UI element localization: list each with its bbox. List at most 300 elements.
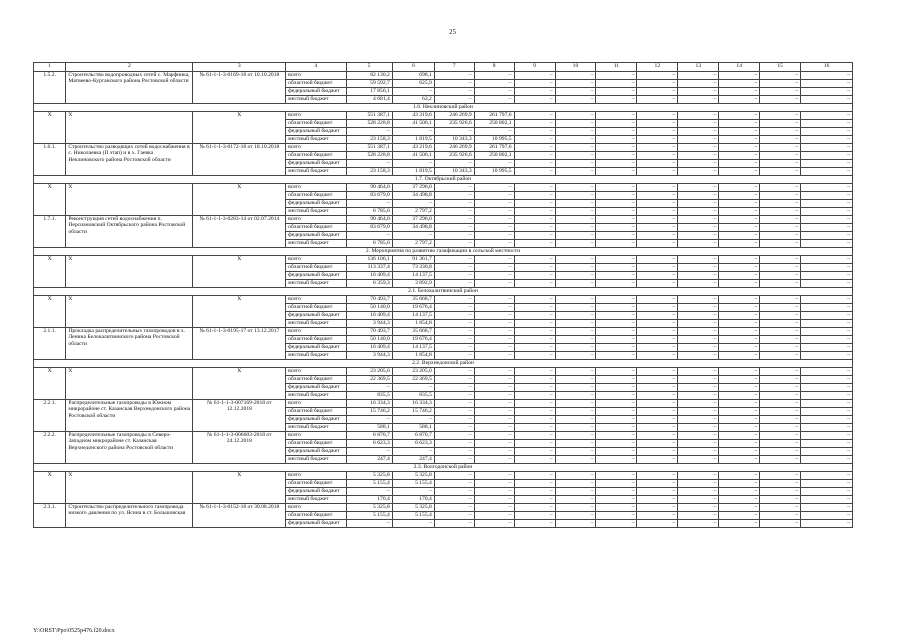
table-cell: 10 995,5	[474, 168, 514, 176]
table-cell: –	[719, 136, 760, 144]
table-cell: –	[678, 448, 719, 456]
item-document: Х	[193, 184, 286, 216]
table-cell: –	[760, 408, 801, 416]
table-cell: –	[678, 112, 719, 120]
column-number: 6	[392, 63, 434, 72]
table-cell: –	[719, 152, 760, 160]
table-cell: –	[596, 504, 637, 512]
table-cell: –	[514, 296, 555, 304]
table-cell: 16 334,3	[392, 400, 434, 408]
table-cell: –	[719, 520, 760, 528]
funding-source: областной бюджет	[286, 264, 346, 272]
table-cell: –	[678, 224, 719, 232]
table-cell: –	[719, 376, 760, 384]
table-cell: –	[474, 344, 514, 352]
table-cell: –	[801, 280, 853, 288]
table-cell: –	[801, 144, 853, 152]
table-cell: 235 926,6	[434, 120, 474, 128]
table-cell: –	[637, 392, 678, 400]
table-cell: –	[760, 192, 801, 200]
table-cell: –	[514, 336, 555, 344]
funding-source: местный бюджет	[286, 424, 346, 432]
table-cell: –	[760, 448, 801, 456]
funding-source: всего	[286, 296, 346, 304]
table-cell: –	[637, 120, 678, 128]
table-cell: 14 137,5	[392, 344, 434, 352]
item-name: Х	[66, 184, 193, 216]
budget-table-container	[33, 62, 853, 528]
table-cell: –	[801, 392, 853, 400]
table-cell: –	[760, 88, 801, 96]
table-cell: –	[596, 120, 637, 128]
table-cell: 82 130,2	[346, 72, 392, 80]
table-cell: –	[555, 496, 596, 504]
table-cell: –	[760, 368, 801, 376]
column-number: 10	[555, 63, 596, 72]
table-cell: –	[596, 304, 637, 312]
table-cell: –	[760, 256, 801, 264]
table-cell: –	[514, 440, 555, 448]
table-cell: –	[514, 512, 555, 520]
column-number: 2	[66, 63, 193, 72]
table-cell: 261 797,6	[474, 144, 514, 152]
table-cell: –	[637, 232, 678, 240]
item-code: 2.1.1.	[34, 328, 66, 360]
table-cell: –	[719, 472, 760, 480]
table-cell: 50 140,0	[346, 336, 392, 344]
table-cell: –	[434, 416, 474, 424]
table-cell: –	[555, 352, 596, 360]
table-cell: –	[596, 272, 637, 280]
table-cell: –	[637, 456, 678, 464]
table-cell: –	[719, 240, 760, 248]
table-cell: –	[555, 192, 596, 200]
table-cell: –	[596, 200, 637, 208]
table-cell: –	[474, 328, 514, 336]
table-cell: –	[678, 416, 719, 424]
table-cell: –	[596, 368, 637, 376]
table-cell: –	[760, 72, 801, 80]
table-cell: –	[434, 216, 474, 224]
table-cell: –	[596, 128, 637, 136]
table-cell: –	[637, 384, 678, 392]
table-cell: 23 205,0	[392, 368, 434, 376]
table-cell: –	[719, 312, 760, 320]
table-cell: –	[678, 320, 719, 328]
table-cell: 3 944,3	[346, 352, 392, 360]
table-cell: –	[474, 232, 514, 240]
table-cell: –	[719, 168, 760, 176]
table-body	[34, 63, 853, 528]
table-cell: –	[760, 456, 801, 464]
table-cell: –	[801, 216, 853, 224]
table-cell: –	[474, 392, 514, 400]
table-cell: –	[434, 392, 474, 400]
table-cell: 23 158,3	[346, 168, 392, 176]
table-cell: –	[719, 392, 760, 400]
table-cell: –	[596, 192, 637, 200]
table-cell: –	[719, 424, 760, 432]
column-number: 11	[596, 63, 637, 72]
table-cell: –	[596, 456, 637, 464]
table-cell: –	[678, 184, 719, 192]
item-document: № 61-1-1-3-0172-18 от 18.10.2018	[193, 144, 286, 176]
item-code: Х	[34, 256, 66, 288]
table-cell: –	[719, 256, 760, 264]
table-cell: –	[555, 488, 596, 496]
table-cell: –	[801, 416, 853, 424]
table-cell: –	[637, 496, 678, 504]
table-cell: –	[801, 504, 853, 512]
table-cell: –	[434, 312, 474, 320]
table-cell: –	[474, 432, 514, 440]
table-cell: 15 746,2	[392, 408, 434, 416]
table-cell: 90 464,0	[346, 216, 392, 224]
table-cell: –	[760, 520, 801, 528]
table-cell: –	[801, 200, 853, 208]
table-cell: –	[555, 168, 596, 176]
table-cell: 5 155,4	[346, 480, 392, 488]
table-cell: –	[474, 264, 514, 272]
section-title: 2.1. Белокалитвинский район	[34, 288, 853, 296]
item-document: Х	[193, 256, 286, 288]
table-cell: –	[555, 504, 596, 512]
table-cell: –	[760, 416, 801, 424]
funding-source: местный бюджет	[286, 392, 346, 400]
column-number: 5	[346, 63, 392, 72]
table-cell: –	[514, 144, 555, 152]
table-cell: –	[678, 304, 719, 312]
table-row	[34, 256, 853, 264]
table-row	[34, 216, 853, 224]
table-cell: –	[719, 416, 760, 424]
table-cell: 170,4	[392, 496, 434, 504]
table-cell: 43 319,6	[392, 112, 434, 120]
table-cell: –	[637, 504, 678, 512]
table-cell: –	[514, 376, 555, 384]
table-cell: –	[719, 320, 760, 328]
table-cell: –	[555, 88, 596, 96]
item-name: Распределительные газопроводы в Северо-Западном микрорайоне ст. Казанская Верхнедонского района Ростовской области	[66, 432, 193, 464]
table-cell: –	[555, 280, 596, 288]
table-cell: –	[474, 416, 514, 424]
table-cell: –	[434, 128, 474, 136]
table-cell: –	[392, 88, 434, 96]
page-number: 25	[449, 28, 456, 36]
table-cell: 10 343,3	[434, 136, 474, 144]
table-cell: –	[719, 88, 760, 96]
table-cell: 113 337,4	[346, 264, 392, 272]
table-cell: –	[637, 128, 678, 136]
table-cell: –	[719, 368, 760, 376]
table-cell: –	[514, 408, 555, 416]
item-code: 1.7.1.	[34, 216, 66, 248]
table-cell: –	[392, 232, 434, 240]
table-cell: –	[434, 192, 474, 200]
table-cell: –	[637, 96, 678, 104]
table-cell: –	[637, 304, 678, 312]
table-cell: –	[760, 440, 801, 448]
table-cell: –	[801, 88, 853, 96]
table-cell: –	[596, 256, 637, 264]
table-cell: –	[555, 112, 596, 120]
table-cell: –	[801, 376, 853, 384]
funding-source: областной бюджет	[286, 480, 346, 488]
table-row	[34, 144, 853, 152]
item-document: № 61-1-1-3-0195-17 от 13.12.2017	[193, 328, 286, 360]
item-document: № 61-1-1-3-0169-18 от 10.10.2018	[193, 72, 286, 104]
table-cell: 250 802,1	[474, 152, 514, 160]
item-name: Х	[66, 368, 193, 400]
table-cell: 34 498,8	[392, 224, 434, 232]
table-cell: –	[678, 504, 719, 512]
table-cell: –	[596, 296, 637, 304]
table-cell: –	[555, 376, 596, 384]
budget-table	[33, 62, 853, 528]
table-cell: –	[678, 424, 719, 432]
funding-source: федеральный бюджет	[286, 312, 346, 320]
section-header-row	[34, 104, 853, 112]
funding-source: областной бюджет	[286, 224, 346, 232]
table-row	[34, 472, 853, 480]
table-cell: –	[760, 336, 801, 344]
table-cell: 23 205,0	[346, 368, 392, 376]
table-cell: –	[637, 416, 678, 424]
table-cell: 16 409,4	[346, 344, 392, 352]
table-cell: 235 926,6	[434, 152, 474, 160]
file-path-footer: Y:\ORST\Ppo\0525p476.f20.docx	[33, 628, 115, 634]
table-cell: –	[392, 416, 434, 424]
table-cell: –	[637, 200, 678, 208]
table-cell: –	[555, 216, 596, 224]
table-cell: –	[434, 72, 474, 80]
table-cell: –	[514, 280, 555, 288]
table-cell: –	[555, 72, 596, 80]
table-cell: –	[596, 88, 637, 96]
item-name: Строительство распределительного газопровода низкого давления по ул. Ясина в ст. Большовская	[66, 504, 193, 528]
table-cell: –	[678, 376, 719, 384]
funding-source: местный бюджет	[286, 352, 346, 360]
table-cell: –	[555, 152, 596, 160]
table-cell: –	[719, 440, 760, 448]
table-cell: –	[760, 280, 801, 288]
table-cell: 6 359,3	[346, 280, 392, 288]
column-number: 7	[434, 63, 474, 72]
table-cell: –	[719, 488, 760, 496]
table-cell: –	[392, 160, 434, 168]
table-cell: –	[346, 488, 392, 496]
funding-source: областной бюджет	[286, 336, 346, 344]
table-cell: 1 854,8	[392, 352, 434, 360]
funding-source: федеральный бюджет	[286, 416, 346, 424]
table-cell: –	[801, 264, 853, 272]
table-cell: 16 409,4	[346, 312, 392, 320]
table-cell: –	[760, 344, 801, 352]
funding-source: местный бюджет	[286, 136, 346, 144]
table-cell: –	[596, 392, 637, 400]
funding-source: всего	[286, 184, 346, 192]
table-cell: 37 296,0	[392, 184, 434, 192]
table-cell: –	[596, 344, 637, 352]
table-cell: –	[760, 496, 801, 504]
table-cell: –	[678, 216, 719, 224]
table-cell: –	[555, 296, 596, 304]
table-cell: –	[434, 448, 474, 456]
table-cell: –	[719, 336, 760, 344]
table-cell: –	[555, 432, 596, 440]
table-cell: –	[637, 160, 678, 168]
item-code: 2.2.1.	[34, 400, 66, 432]
table-cell: –	[678, 512, 719, 520]
table-cell: –	[801, 152, 853, 160]
table-cell: –	[801, 168, 853, 176]
table-cell: –	[596, 152, 637, 160]
table-cell: –	[637, 240, 678, 248]
table-cell: –	[678, 200, 719, 208]
item-name: Х	[66, 112, 193, 144]
table-cell: –	[596, 520, 637, 528]
table-cell: –	[719, 304, 760, 312]
table-cell: –	[514, 320, 555, 328]
table-cell: –	[719, 160, 760, 168]
funding-source: областной бюджет	[286, 304, 346, 312]
table-cell: –	[555, 368, 596, 376]
table-cell: –	[555, 392, 596, 400]
table-cell: –	[801, 512, 853, 520]
table-cell: 19 676,4	[392, 304, 434, 312]
table-cell: –	[434, 256, 474, 264]
table-cell: –	[678, 480, 719, 488]
item-code: 2.3.1.	[34, 504, 66, 528]
table-cell: –	[555, 232, 596, 240]
table-cell: –	[346, 416, 392, 424]
table-cell: –	[596, 376, 637, 384]
table-cell: –	[678, 160, 719, 168]
table-cell: –	[555, 344, 596, 352]
table-cell: –	[678, 488, 719, 496]
table-cell: –	[760, 328, 801, 336]
table-cell: –	[434, 480, 474, 488]
table-cell: –	[514, 424, 555, 432]
item-document: Х	[193, 112, 286, 144]
table-cell: –	[760, 392, 801, 400]
table-cell: –	[434, 496, 474, 504]
table-cell: –	[596, 168, 637, 176]
table-cell: 16 334,3	[346, 400, 392, 408]
table-cell: –	[434, 488, 474, 496]
table-cell: 91 361,7	[392, 256, 434, 264]
funding-source: областной бюджет	[286, 80, 346, 88]
table-cell: –	[596, 320, 637, 328]
table-cell: –	[678, 192, 719, 200]
table-cell: –	[514, 224, 555, 232]
table-cell: –	[801, 256, 853, 264]
table-cell: 10 343,3	[434, 168, 474, 176]
table-cell: –	[801, 368, 853, 376]
table-cell: –	[555, 424, 596, 432]
table-cell: –	[719, 456, 760, 464]
table-cell: –	[678, 520, 719, 528]
table-cell: –	[760, 424, 801, 432]
table-cell: –	[596, 160, 637, 168]
table-cell: –	[719, 272, 760, 280]
table-cell: 6 623,3	[346, 440, 392, 448]
table-cell: –	[801, 408, 853, 416]
table-cell: –	[637, 368, 678, 376]
table-cell: –	[514, 120, 555, 128]
table-cell: –	[801, 320, 853, 328]
table-cell: –	[514, 240, 555, 248]
table-cell: –	[434, 272, 474, 280]
column-number: 8	[474, 63, 514, 72]
table-cell: –	[596, 80, 637, 88]
table-cell: –	[596, 472, 637, 480]
table-cell: –	[474, 200, 514, 208]
table-cell: –	[555, 512, 596, 520]
table-cell: 1 819,5	[392, 136, 434, 144]
table-cell: 588,1	[392, 424, 434, 432]
table-cell: –	[434, 424, 474, 432]
table-cell: –	[474, 352, 514, 360]
table-cell: –	[555, 312, 596, 320]
table-cell: –	[719, 144, 760, 152]
table-cell: 70 493,7	[346, 328, 392, 336]
table-cell: –	[596, 240, 637, 248]
table-cell: –	[434, 472, 474, 480]
table-cell: –	[514, 200, 555, 208]
table-cell: –	[760, 352, 801, 360]
table-cell: –	[801, 480, 853, 488]
table-cell: –	[637, 136, 678, 144]
table-cell: –	[555, 320, 596, 328]
table-cell: –	[434, 336, 474, 344]
table-cell: –	[434, 208, 474, 216]
table-cell: –	[514, 232, 555, 240]
table-cell: –	[596, 416, 637, 424]
table-cell: 247,4	[392, 456, 434, 464]
table-cell: –	[474, 448, 514, 456]
table-cell: –	[760, 224, 801, 232]
table-cell: 14 137,5	[392, 272, 434, 280]
table-cell: –	[434, 400, 474, 408]
table-cell: –	[514, 256, 555, 264]
table-cell: –	[514, 488, 555, 496]
table-cell: –	[678, 384, 719, 392]
table-cell: –	[801, 72, 853, 80]
table-cell: –	[760, 472, 801, 480]
table-cell: 41 500,1	[392, 120, 434, 128]
table-cell: –	[474, 256, 514, 264]
table-cell: –	[760, 504, 801, 512]
table-cell: 34 498,8	[392, 192, 434, 200]
table-cell: –	[434, 304, 474, 312]
table-cell: –	[801, 440, 853, 448]
table-cell: –	[760, 488, 801, 496]
table-cell: –	[760, 120, 801, 128]
table-cell: –	[678, 72, 719, 80]
section-title: 2.2. Верхнедонской район	[34, 360, 853, 368]
table-cell: –	[434, 432, 474, 440]
table-cell: –	[637, 112, 678, 120]
table-row	[34, 184, 853, 192]
table-cell: –	[474, 488, 514, 496]
table-cell: –	[596, 400, 637, 408]
funding-source: федеральный бюджет	[286, 520, 346, 528]
item-code: Х	[34, 296, 66, 328]
table-cell: –	[514, 432, 555, 440]
table-cell: 136 106,1	[346, 256, 392, 264]
table-cell: –	[555, 440, 596, 448]
